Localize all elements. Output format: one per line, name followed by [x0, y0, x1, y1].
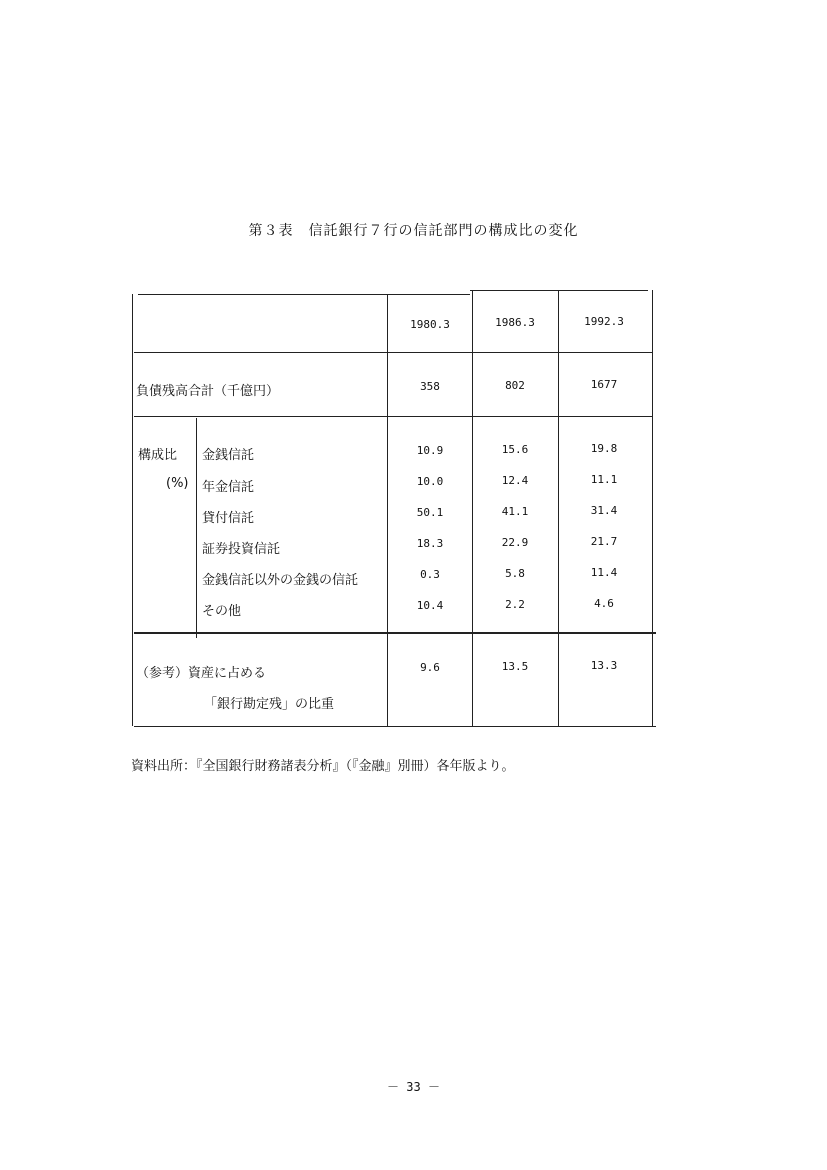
total-value: 358 — [420, 380, 440, 393]
page-number: － 33 － — [387, 1080, 440, 1094]
reference-value: 13.3 — [590, 659, 618, 672]
reference-label-continued: 「銀行勘定残」の比重 — [204, 697, 335, 712]
composition-value: 19.8 — [590, 442, 618, 455]
year2-column-divider — [558, 290, 559, 726]
composition-value: 31.4 — [590, 504, 618, 517]
reference-value: 13.5 — [501, 660, 529, 673]
composition-row-label: 金銭信託 — [202, 448, 255, 463]
table-title: 第３表 信託銀行７行の信託部門の構成比の変化 — [248, 223, 579, 239]
table-bottom-border — [134, 726, 656, 727]
composition-value: 22.9 — [501, 536, 529, 549]
composition-label-divider — [196, 418, 197, 638]
year-header: 1986.3 — [495, 316, 535, 329]
composition-label: 構成比 — [138, 448, 178, 463]
composition-row-label: 金銭信託以外の金銭の信託 — [202, 573, 359, 588]
composition-value: 5.8 — [505, 567, 525, 580]
composition-value: 15.6 — [501, 443, 529, 456]
table-top-border — [138, 294, 470, 295]
year-header: 1980.3 — [410, 318, 450, 331]
reference-label: （参考）資産に占める — [136, 666, 267, 681]
composition-value: 18.3 — [416, 537, 444, 550]
table-top-border-right — [470, 290, 648, 291]
composition-value: 4.6 — [594, 597, 614, 610]
label-column-divider — [387, 294, 388, 726]
composition-unit: (%) — [166, 476, 189, 491]
composition-value: 21.7 — [590, 535, 618, 548]
composition-value: 41.1 — [501, 505, 529, 518]
composition-table — [130, 288, 656, 728]
reference-value: 9.6 — [420, 661, 440, 674]
composition-value: 12.4 — [501, 474, 529, 487]
source-note: 資料出所：『全国銀行財務諸表分析』（『金融』別冊）各年版より。 — [131, 759, 515, 774]
year1-column-divider — [472, 290, 473, 726]
header-bottom-border — [134, 352, 652, 353]
composition-bottom-border — [134, 632, 656, 634]
composition-row-label: 証券投資信託 — [202, 542, 281, 557]
composition-row-label: 貸付信託 — [202, 511, 255, 526]
composition-value: 50.1 — [416, 506, 444, 519]
composition-value: 10.9 — [416, 444, 444, 457]
year-header: 1992.3 — [584, 315, 624, 328]
composition-row-label: その他 — [202, 604, 242, 619]
total-bottom-border — [134, 416, 652, 417]
composition-value: 11.1 — [590, 473, 618, 486]
composition-value: 10.4 — [416, 599, 444, 612]
composition-row-label: 年金信託 — [202, 480, 255, 495]
composition-value: 2.2 — [505, 598, 525, 611]
table-left-border — [132, 294, 133, 726]
composition-value: 10.0 — [416, 475, 444, 488]
total-value: 1677 — [590, 378, 618, 391]
total-row-label: 負債残高合計（千億円） — [136, 384, 280, 399]
composition-value: 11.4 — [590, 566, 618, 579]
table-right-border — [652, 290, 653, 726]
total-value: 802 — [505, 379, 525, 392]
composition-value: 0.3 — [420, 568, 440, 581]
